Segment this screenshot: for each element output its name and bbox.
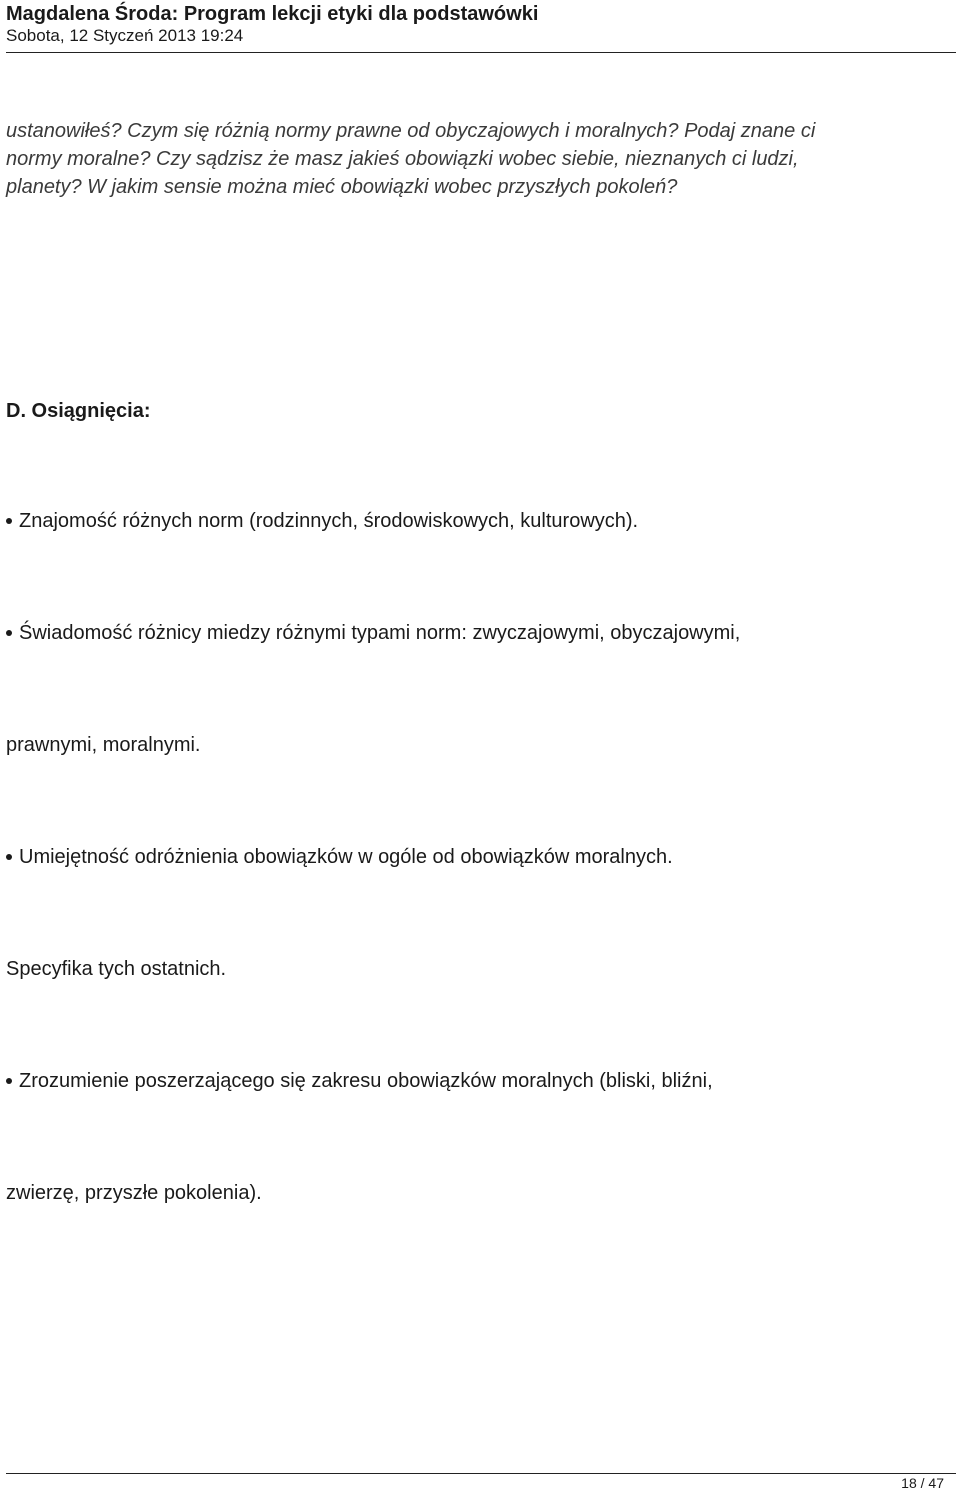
bullet-icon	[6, 1078, 12, 1084]
bullet-icon	[6, 854, 12, 860]
section-heading: D. Osiągnięcia:	[6, 400, 151, 422]
list-item-continuation: prawnymi, moralnymi.	[6, 734, 201, 756]
intro-line: ustanowiłeś? Czym się różnią normy prawne od obyczajowych i moralnych? Podaj znane ci	[6, 120, 816, 142]
bullet-icon	[6, 518, 12, 524]
list-item-text: Znajomość różnych norm (rodzinnych, środowiskowych, kulturowych).	[19, 510, 639, 532]
header-divider	[6, 52, 956, 53]
document-title: Magdalena Środa: Program lekcji etyki dla podstawówki	[6, 3, 539, 25]
list-item	[6, 1069, 713, 1093]
list-item	[6, 621, 740, 645]
page-number: 18 / 47	[901, 1475, 944, 1491]
intro-line: normy moralne? Czy sądzisz że masz jakieś obowiązki wobec siebie, nieznanych ci ludzi,	[6, 148, 799, 170]
list-item-text: Świadomość różnicy miedzy różnymi typami norm: zwyczajowymi, obyczajowymi,	[19, 622, 741, 644]
list-item-text: Umiejętność odróżnienia obowiązków w ogóle od obowiązków moralnych.	[19, 846, 673, 868]
intro-questions	[6, 117, 936, 201]
list-item-text: Zrozumienie poszerzającego się zakresu obowiązków moralnych (bliski, bliźni,	[19, 1070, 713, 1092]
bullet-icon	[6, 630, 12, 636]
list-item	[6, 845, 673, 869]
list-item	[6, 509, 638, 533]
intro-line: planety? W jakim sensie można mieć obowiązki wobec przyszłych pokoleń?	[6, 176, 678, 198]
footer-divider	[6, 1473, 956, 1474]
document-date: Sobota, 12 Styczeń 2013 19:24	[6, 26, 244, 45]
list-item-continuation: Specyfika tych ostatnich.	[6, 958, 227, 980]
list-item-continuation: zwierzę, przyszłe pokolenia).	[6, 1182, 262, 1204]
